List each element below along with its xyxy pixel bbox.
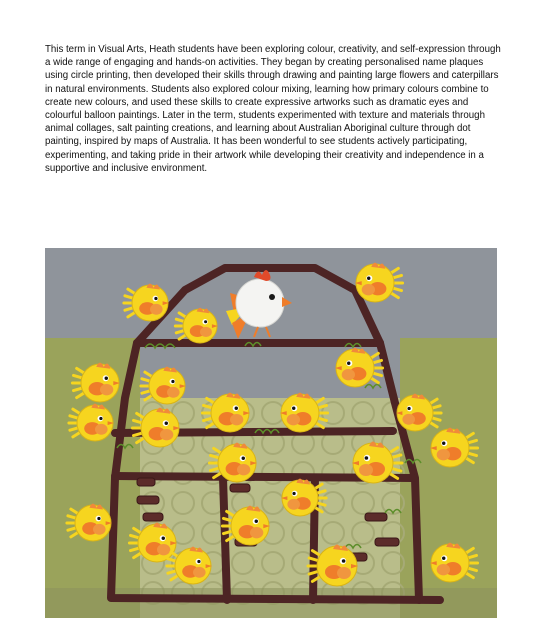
chick-barn-artwork-photo — [45, 248, 497, 618]
chick-plate — [69, 404, 114, 441]
chick-plate — [355, 263, 403, 302]
chick-plate — [209, 443, 257, 482]
chick-plate — [430, 543, 478, 582]
chick-plate — [222, 506, 270, 545]
chick-plate — [396, 394, 441, 431]
chick-plate — [67, 504, 112, 541]
chick-plate — [175, 308, 218, 343]
chick-plate — [430, 428, 478, 467]
chick-plate — [202, 393, 250, 432]
chick-plate — [141, 367, 186, 404]
chick-plate — [129, 523, 177, 562]
chick-plate — [132, 408, 180, 447]
chick-plate — [335, 348, 383, 387]
chick-plate — [124, 284, 169, 321]
chick-plate — [72, 363, 120, 402]
chick-plate — [280, 393, 328, 432]
chick-plate — [167, 547, 212, 584]
chick-plate — [281, 479, 326, 516]
visual-arts-paragraph: This term in Visual Arts, Heath students have been exploring colour, creativity, and self-expression through a wide range of engaging and hands-on activities. They began by creating personalised name plaques using circle printing, then developed their skills through drawing and painting large flowers and caterpillars in natural environments. Students also explored colour mixing, learning how primary colours combine to create new colours, and used these skills to create expressive artworks such as dramatic eyes and colourful balloon paintings. Later in the term, students experimented with texture and materials through animal collages, salt painting creations, and learning about Australian Aboriginal culture through dot painting, inspired by maps of Australia. It has been wonderful to see students actively participating, experimenting, and taking pride in their artwork while developing their creativity and independence in a supportive and inclusive environment. — [45, 44, 501, 174]
